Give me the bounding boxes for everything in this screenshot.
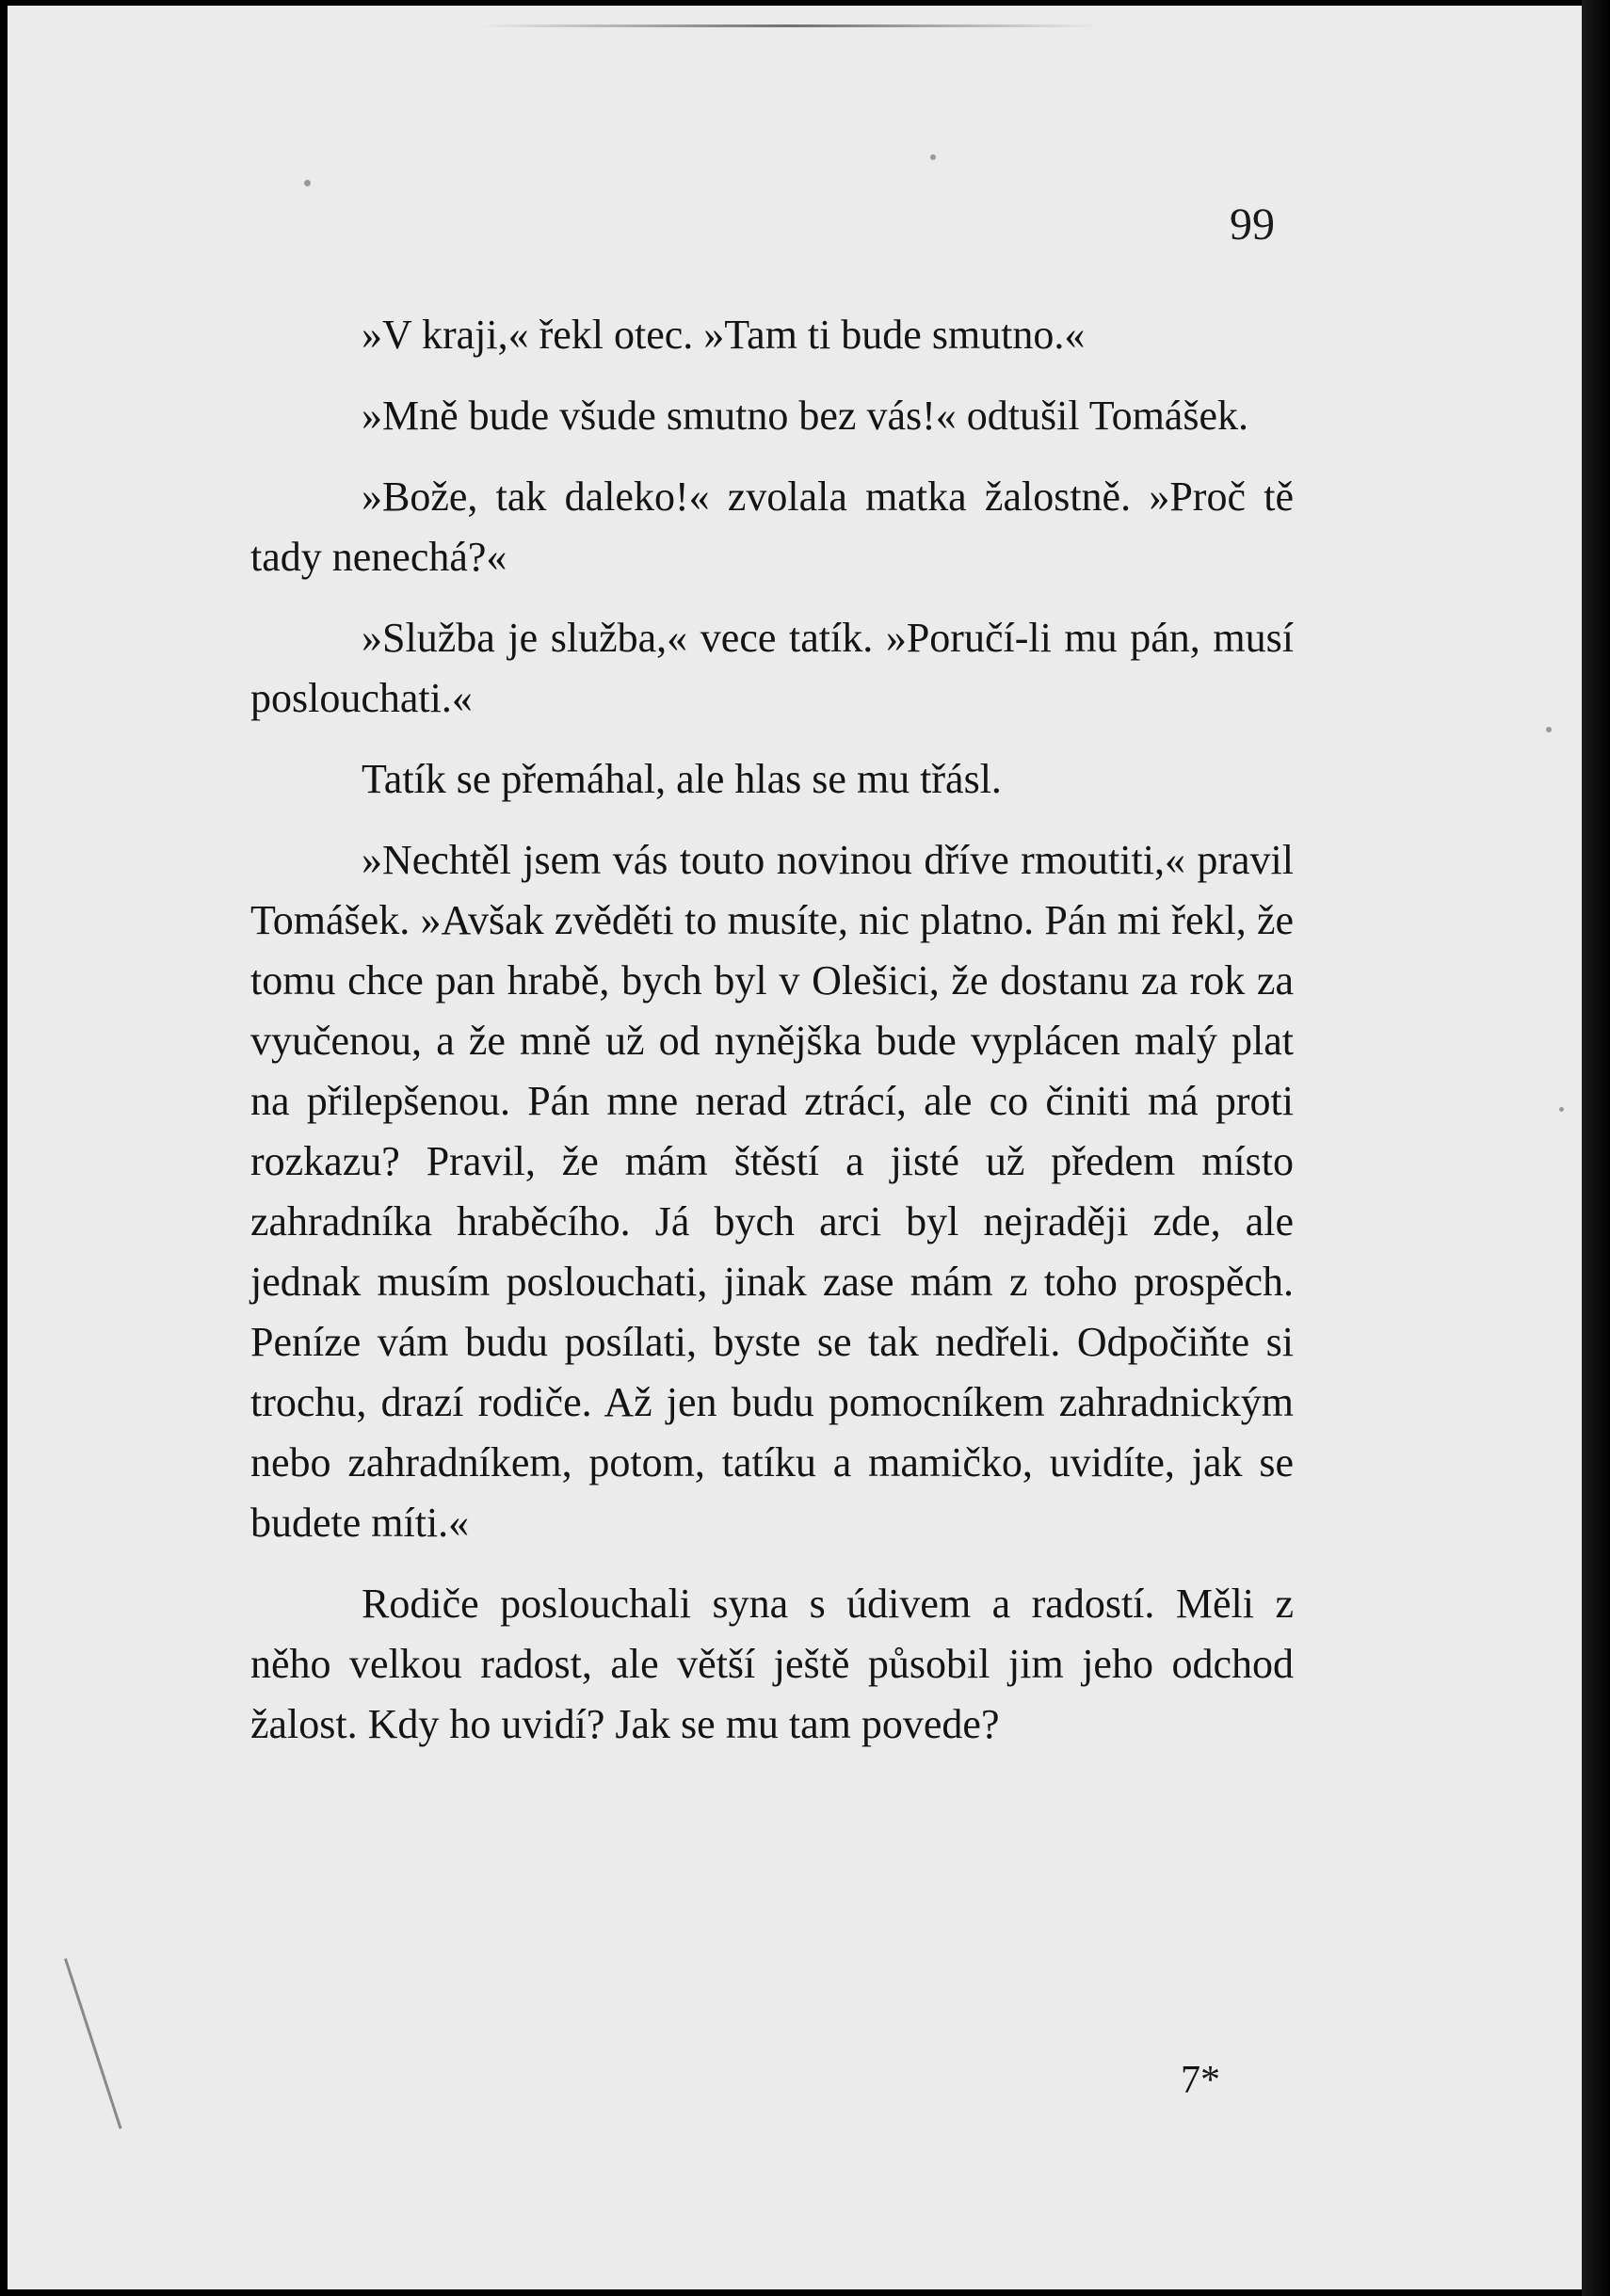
signature-mark: 7* [1181,2059,1220,2102]
paragraph: »Nechtěl jsem vás touto novinou dříve rmoutiti,« pravil Tomášek. »Avšak zvěděti to musíte, nic platno. Pán mi řekl, že tomu chce pan hrabě, bych byl v Olešici, že dostanu za rok za vyučenou, a že mně už od nynějška bude vyplácen malý plat na přilepšenou. Pán mne nerad ztrácí, ale co činiti má proti rozkazu? Pravil, že mám štěstí a jisté už předem místo zahradníka hraběcího. Já bych arci byl nejraději zde, ale jednak musím poslouchati, jinak zase mám z toho prospěch. Peníze vám budu posílati, byste se tak nedřeli. Odpočiňte si trochu, drazí rodiče. Až jen budu pomocníkem zahradnickým nebo zahradníkem, potom, tatíku a mamičko, uvidíte, jak se budete míti.« [250,837,1294,1546]
paragraph: »V kraji,« řekl otec. »Tam ti bude smutno.« [362,312,1086,358]
scan-edge [1582,0,1610,2296]
book-page [8,6,1582,2289]
paper-scratch [64,1958,122,2129]
paragraph: Rodiče poslouchali syna s údivem a radostí. Měli z něho velkou radost, ale větší ještě působil jim jeho odchod žalost. Kdy ho uvidí? Jak se mu tam povede? [250,1581,1294,1747]
paragraph: »Mně bude všude smutno bez vás!« odtušil Tomášek. [362,393,1248,439]
paper-speck [304,180,311,186]
paragraph: Tatík se přemáhal, ale hlas se mu třásl. [362,756,1002,802]
paper-speck [1559,1107,1564,1112]
paper-speck [930,154,936,160]
paragraph: »Bože, tak daleko!« zvolala matka žalostně. »Proč tě tady nenechá?« [250,474,1294,580]
page-top-rule [478,24,1100,27]
page-number: 99 [1230,200,1275,249]
paragraph: »Služba je služba,« vece tatík. »Poručí-li mu pán, musí poslouchati.« [250,615,1294,721]
paper-speck [1546,727,1552,732]
body-text [250,305,1294,1755]
